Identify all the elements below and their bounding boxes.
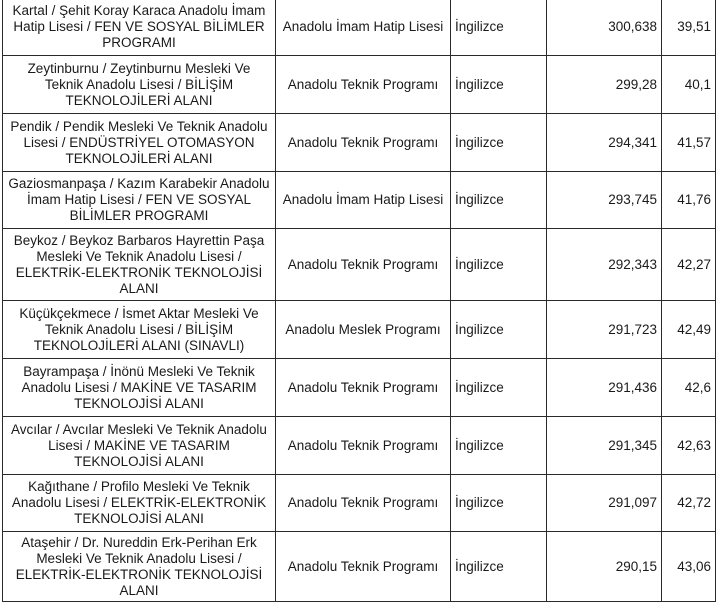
table-row — [3, 417, 716, 475]
language: İngilizce — [455, 558, 504, 574]
percentile: 42,49 — [677, 321, 711, 337]
score: 300,638 — [608, 19, 657, 34]
table-row — [3, 172, 716, 229]
school-name: Avcılar / Avcılar Mesleki Ve Teknik Anadolu Lisesi / MAKİNE VE TASARIM TEKNOLOJİSİ ALANI — [11, 421, 267, 469]
percentile-cell — [662, 532, 716, 602]
school-cell — [3, 359, 276, 417]
school-name: Gaziosmanpaşa / Kazım Karabekir Anadolu İmam Hatip Lisesi / FEN VE SOSYAL BİLİMLER PROGRAMI — [8, 176, 270, 223]
school-name: Ataşehir / Dr. Nureddin Erk-Perihan Erk Mesleki Ve Teknik Anadolu Lisesi / ELEKTRİK-ELEKTRONİK TEKNOLOJİSİ ALANI — [15, 534, 263, 598]
score: 291,097 — [608, 495, 657, 510]
table-row — [3, 475, 716, 532]
school-cell — [3, 532, 276, 602]
language-cell — [451, 172, 547, 229]
percentile-cell — [662, 229, 716, 301]
score: 291,436 — [608, 379, 657, 395]
percentile: 41,57 — [677, 134, 711, 150]
language: İngilizce — [455, 321, 504, 337]
score: 292,343 — [608, 256, 657, 272]
language: İngilizce — [455, 256, 504, 272]
program-type: Anadolu İmam Hatip Lisesi — [282, 192, 444, 207]
language: İngilizce — [455, 76, 504, 92]
program-type-cell — [276, 172, 451, 229]
language-cell — [451, 0, 547, 56]
school-name: Kartal / Şehit Koray Karaca Anadolu İmam Hatip Lisesi / FEN VE SOSYAL BİLİMLER PROGRAMI — [12, 3, 266, 50]
percentile-cell — [662, 0, 716, 56]
score: 293,745 — [608, 192, 657, 207]
percentile: 43,06 — [677, 558, 711, 574]
percentile: 42,6 — [684, 379, 711, 395]
program-type-cell — [276, 417, 451, 475]
table-row — [3, 0, 716, 56]
language: İngilizce — [455, 134, 504, 150]
table-row — [3, 229, 716, 301]
language-cell — [451, 532, 547, 602]
score: 291,345 — [608, 437, 657, 453]
score-cell — [547, 359, 662, 417]
percentile-cell — [662, 359, 716, 417]
percentile: 42,63 — [677, 437, 711, 453]
percentile-cell — [662, 56, 716, 114]
language-cell — [451, 114, 547, 172]
percentile-cell — [662, 172, 716, 229]
language: İngilizce — [455, 495, 504, 510]
program-type-cell — [276, 359, 451, 417]
language-cell — [451, 475, 547, 532]
percentile-cell — [662, 417, 716, 475]
program-type: Anadolu Teknik Programı — [287, 437, 439, 453]
school-name: Beykoz / Beykoz Barbaros Hayrettin Paşa Mesleki Ve Teknik Anadolu Lisesi / ELEKTRİK-ELEKTRONİK TEKNOLOJİSİ ALANI — [13, 232, 265, 296]
program-type: Anadolu Meslek Programı — [285, 321, 441, 337]
score-cell — [547, 417, 662, 475]
school-name: Küçükçekmece / İsmet Aktar Mesleki Ve Teknik Anadolu Lisesi / BİLİŞİM TEKNOLOJİLERİ ALANI (SINAVLI) — [19, 305, 259, 353]
program-type: Anadolu Teknik Programı — [287, 558, 439, 574]
school-name: Zeytinburnu / Zeytinburnu Mesleki Ve Teknik Anadolu Lisesi / BİLİŞİM TEKNOLOJİLERİ ALANI — [27, 60, 251, 108]
score-cell — [547, 114, 662, 172]
score-cell — [547, 56, 662, 114]
language-cell — [451, 56, 547, 114]
school-name: Bayrampaşa / İnönü Mesleki Ve Teknik Anadolu Lisesi / MAKİNE VE TASARIM TEKNOLOJİSİ ALANI — [21, 363, 257, 411]
score-cell — [547, 229, 662, 301]
percentile: 42,27 — [677, 256, 711, 272]
table-row — [3, 359, 716, 417]
program-type-cell — [276, 475, 451, 532]
score: 290,15 — [615, 558, 657, 574]
percentile-cell — [662, 301, 716, 359]
program-type-cell — [276, 532, 451, 602]
language: İngilizce — [455, 437, 504, 453]
program-type-cell — [276, 114, 451, 172]
school-cell — [3, 229, 276, 301]
language: İngilizce — [455, 192, 504, 207]
score-cell — [547, 532, 662, 602]
school-cell — [3, 301, 276, 359]
percentile: 39,51 — [677, 19, 711, 34]
percentile-cell — [662, 114, 716, 172]
language-cell — [451, 301, 547, 359]
program-type-cell — [276, 56, 451, 114]
percentile-cell — [662, 475, 716, 532]
score-cell — [547, 301, 662, 359]
percentile: 41,76 — [677, 192, 711, 207]
program-type-cell — [276, 0, 451, 56]
school-cell — [3, 172, 276, 229]
language-cell — [451, 359, 547, 417]
school-cell — [3, 114, 276, 172]
score: 291,723 — [608, 321, 657, 337]
program-type: Anadolu Teknik Programı — [287, 256, 439, 272]
percentile: 42,72 — [677, 495, 711, 510]
table-row — [3, 532, 716, 602]
table-row — [3, 114, 716, 172]
percentile: 40,1 — [684, 76, 711, 92]
score: 299,28 — [615, 76, 657, 92]
program-type: Anadolu İmam Hatip Lisesi — [282, 19, 444, 34]
score-cell — [547, 0, 662, 56]
score-cell — [547, 172, 662, 229]
language-cell — [451, 417, 547, 475]
school-cell — [3, 475, 276, 532]
program-type-cell — [276, 301, 451, 359]
school-name: Kağıthane / Profilo Mesleki Ve Teknik Anadolu Lisesi / ELEKTRİK-ELEKTRONİK TEKNOLOJİSİ ALANI — [11, 479, 267, 526]
language-cell — [451, 229, 547, 301]
school-cell — [3, 56, 276, 114]
table-row — [3, 56, 716, 114]
language: İngilizce — [455, 19, 504, 34]
program-type: Anadolu Teknik Programı — [287, 76, 439, 92]
school-name: Pendik / Pendik Mesleki Ve Teknik Anadolu Lisesi / ENDÜSTRİYEL OTOMASYON TEKNOLOJİLERİ ALANI — [10, 118, 268, 166]
program-type: Anadolu Teknik Programı — [287, 134, 439, 150]
program-type: Anadolu Teknik Programı — [287, 495, 439, 510]
score-cell — [547, 475, 662, 532]
school-cell — [3, 417, 276, 475]
score: 294,341 — [608, 134, 657, 150]
results-table — [2, 0, 716, 602]
language: İngilizce — [455, 379, 504, 395]
program-type: Anadolu Teknik Programı — [287, 379, 439, 395]
program-type-cell — [276, 229, 451, 301]
table-row — [3, 301, 716, 359]
school-cell — [3, 0, 276, 56]
